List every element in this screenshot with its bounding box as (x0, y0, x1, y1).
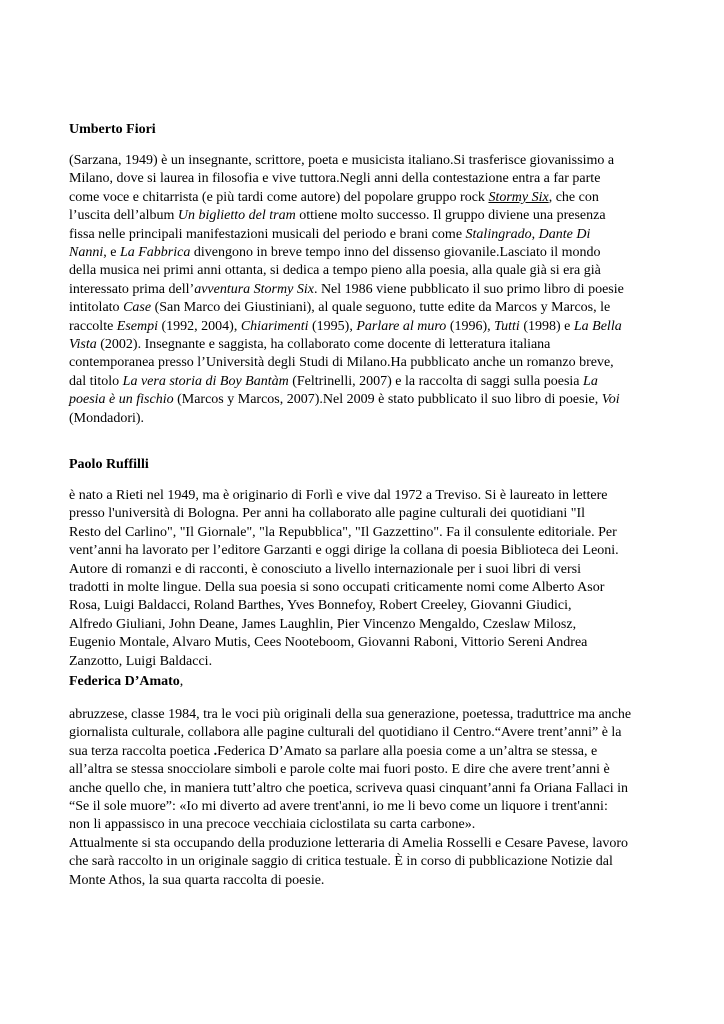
text-run: (1992, 2004), (158, 318, 241, 334)
text-run: sua terza raccolta poetica (69, 743, 214, 759)
text-run: raccolte (69, 318, 117, 334)
text-line (69, 373, 669, 391)
text-line (69, 816, 669, 834)
text-line (69, 226, 669, 244)
text-run: all’altra se stessa snocciolare simboli e parole colte mai fuori posto. E dire che avere trent’anni è (69, 762, 610, 778)
text-line (69, 798, 669, 816)
text-run: Alfredo Giuliani, John Deane, James Laughlin, Pier Vincenzo Mengaldo, Czeslaw Milosz, (69, 616, 577, 632)
text-run: (1998) e (519, 318, 574, 334)
text-run: Parlare al muro (356, 318, 447, 334)
text-run: Case (123, 300, 152, 316)
text-run: Esempi (116, 318, 159, 334)
text-line (69, 835, 669, 853)
text-run: Stalingrado (465, 226, 532, 242)
text-line (69, 561, 669, 579)
text-run: “Se il sole muore”: «Io mi diverto ad avere trent'anni, io me li bevo come un liquore i trent'anni: (69, 799, 608, 815)
text-line (69, 391, 669, 409)
text-run: Tutti (494, 318, 520, 334)
text-run: . Nel 1986 viene pubblicato il suo primo libro di poesie (313, 281, 624, 297)
text-run: Un biglietto del tram (177, 208, 296, 224)
text-line (69, 706, 669, 724)
text-run: Monte Athos, la sua quarta raccolta di poesie. (69, 872, 325, 888)
text-run: (1996), (446, 318, 495, 334)
text-run: fissa nelle principali manifestazioni musicali del periodo e brani come (69, 226, 466, 242)
text-line (69, 780, 669, 798)
text-run: vent’anni ha lavorato per l’editore Garzanti e oggi dirige la collana di poesia Biblioteca dei Leoni. (69, 543, 619, 559)
text-run: (Mondadori). (69, 410, 145, 426)
text-run: che sarà raccolto in un originale saggio di critica testuale. È in corso di pubblicazione Notizie dal (69, 854, 613, 870)
text-run: Chiarimenti (240, 318, 309, 334)
author-name: Umberto Fiori (69, 122, 156, 137)
text-line (69, 505, 669, 523)
text-line (69, 354, 669, 372)
text-run: Vista (69, 337, 97, 353)
text-line (69, 281, 669, 299)
author-name: Federica D’Amato (69, 674, 180, 689)
text-line (69, 318, 669, 336)
text-line (69, 170, 669, 188)
text-line (69, 872, 669, 890)
text-run: tradotti in molte lingue. Della sua poesia si sono occupati criticamente nomi come Alberto Asor (69, 580, 605, 596)
text-run: (2002). Insegnante e saggista, ha collaborato come docente di letteratura italiana (96, 337, 551, 353)
text-line (69, 299, 669, 317)
text-run: interessato prima dell’ (69, 281, 195, 297)
text-line (69, 207, 669, 225)
text-line (69, 597, 669, 615)
text-line (69, 634, 669, 652)
text-line (69, 542, 669, 560)
text-line (69, 724, 669, 742)
text-run: ottiene molto successo. Il gruppo diviene una presenza (295, 208, 606, 224)
text-run: Zanzotto, Luigi Baldacci. (69, 653, 213, 669)
text-run: Autore di romanzi e di racconti, è conosciuto a livello internazionale per i suoi libri di versi (69, 561, 582, 577)
text-run: , e (103, 245, 120, 261)
text-run: Attualmente si sta occupando della produzione letteraria di Amelia Rosselli e Cesare Pavese, lavoro (69, 835, 629, 851)
text-run: intitolato (69, 300, 124, 316)
text-run: Voi (601, 392, 620, 408)
text-line (69, 410, 669, 428)
text-run: anche quello che, in maniera tutt’altro che poetica, scriveva quasi cinquant’anni fa Oriana Fallaci in (69, 780, 628, 796)
text-run: Federica D’Amato sa parlare alla poesia come a un’altra se stessa, e (217, 743, 598, 759)
text-run: , che con (548, 189, 599, 205)
author-bio-paragraph (69, 487, 669, 671)
text-run: avventura Stormy Six (194, 281, 314, 297)
text-line (69, 653, 669, 671)
text-run: (Sarzana, 1949) è un insegnante, scrittore, poeta e musicista italiano.Si trasferisce giovanissimo a (69, 153, 615, 168)
text-run: non li appassisco in una precoce vecchiaia ciclostilata su carta carbone». (69, 817, 476, 833)
text-line (69, 761, 669, 779)
text-run: giornalista culturale, collabora alle pagine culturali del quotidiano il Centro.“Avere trent’anni” è la (69, 725, 622, 741)
text-run: Eugenio Montale, Alvaro Mutis, Cees Nooteboom, Giovanni Raboni, Vittorio Sereni Andrea (69, 635, 588, 651)
text-run: contemporanea presso l’Università degli Studi di Milano.Ha pubblicato anche un romanzo breve, (69, 355, 614, 371)
author-name-heading (69, 456, 149, 474)
text-line (69, 262, 669, 280)
text-line (69, 616, 669, 634)
text-run: La Fabbrica (119, 245, 191, 261)
text-run: della musica nei primi anni ottanta, si dedica a tempo pieno alla poesia, alla quale già si era già (69, 263, 601, 279)
text-line (69, 853, 669, 871)
text-line (69, 579, 669, 597)
band-name-link: Stormy Six (488, 189, 549, 205)
text-line (69, 189, 669, 207)
text-run: La (583, 373, 598, 389)
text-run: poesia è un fischio (69, 392, 174, 408)
text-run: Resto del Carlino", "Il Giornale", "la Repubblica", "Il Gazzettino". Fa il consulente editoriale. Per (69, 524, 617, 540)
text-line (69, 336, 669, 354)
text-run: presso l'università di Bologna. Per anni ha collaborato alle pagine culturali dei quotidiani "Il (69, 506, 585, 522)
text-run: Dante Di (538, 226, 591, 242)
text-run: (Marcos y Marcos, 2007).Nel 2009 è stato pubblicato il suo libro di poesie, (173, 392, 602, 408)
author-name: Paolo Ruffilli (69, 457, 149, 472)
text-run: (San Marco dei Giustiniani), al quale seguono, tutte edite da Marcos y Marcos, le (151, 300, 611, 316)
author-bio-paragraph (69, 706, 669, 890)
text-line (69, 152, 669, 170)
text-run: . (213, 743, 218, 759)
author-name-heading (69, 121, 156, 139)
text-run: Milano, dove si laurea in filosofia e vive tuttora.Negli anni della contestazione entra a far parte (69, 171, 601, 187)
author-name-heading (69, 673, 183, 691)
text-line (69, 743, 669, 761)
text-run: come voce e chitarrista (e più tardi come autore) del popolare gruppo rock (69, 189, 489, 205)
text-run: Nanni (69, 245, 104, 261)
text-run: , (531, 226, 539, 242)
text-run: dal titolo (69, 373, 123, 389)
author-bio-paragraph (69, 152, 669, 428)
text-run: l’uscita dell’album (69, 208, 178, 224)
text-line (69, 244, 669, 262)
text-run: divengono in breve tempo inno del dissenso giovanile.Lasciato il mondo (190, 245, 601, 261)
text-run: (Feltrinelli, 2007) e la raccolta di saggi sulla poesia (288, 373, 584, 389)
text-run: Rosa, Luigi Baldacci, Roland Barthes, Yves Bonnefoy, Robert Creeley, Giovanni Giudici, (69, 598, 572, 614)
text-run: è nato a Rieti nel 1949, ma è originario di Forlì e vive dal 1972 a Treviso. Si è laureato in lettere (69, 488, 608, 503)
text-line (69, 524, 669, 542)
text-run: (1995), (308, 318, 357, 334)
heading-suffix: , (179, 674, 184, 689)
text-run: La Bella (573, 318, 622, 334)
text-line (69, 487, 669, 505)
text-run: La vera storia di Boy Bantàm (122, 373, 289, 389)
text-run: abruzzese, classe 1984, tra le voci più originali della sua generazione, poetessa, traduttrice ma anche (69, 707, 632, 722)
